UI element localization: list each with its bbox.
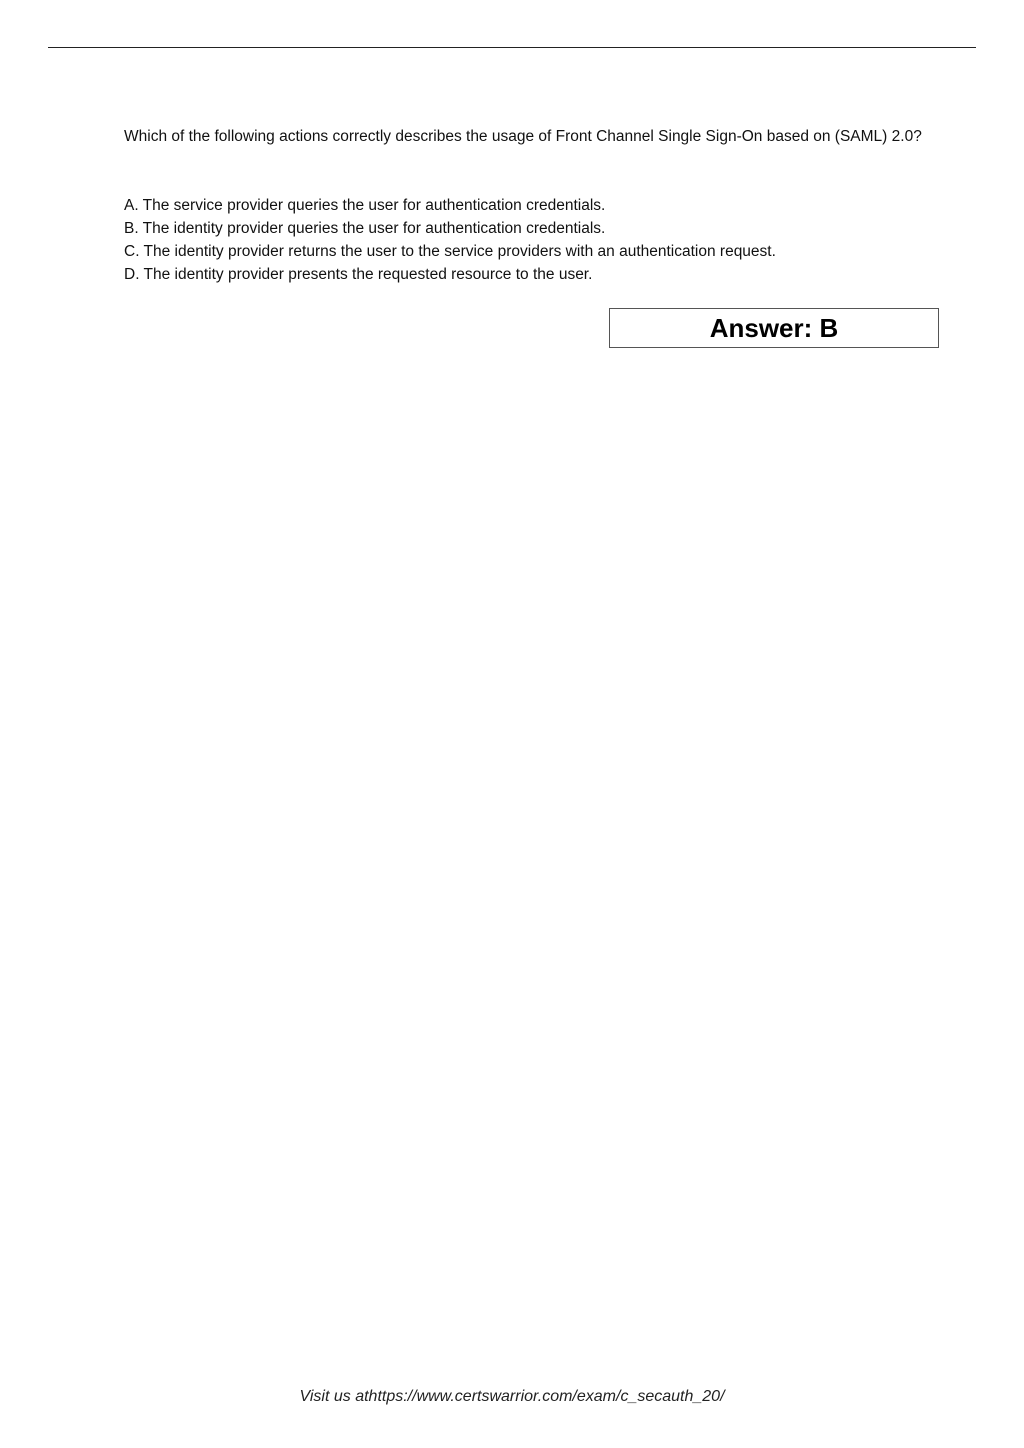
question-text: Which of the following actions correctly describes the usage of Front Channel Single Sign-On based on (SAML) 2.0?: [124, 128, 922, 145]
answer-options-list: [124, 194, 944, 286]
header-divider: [48, 47, 976, 48]
option-a: A. The service provider queries the user for authentication credentials.: [124, 197, 606, 214]
answer-label: Answer: B: [709, 312, 839, 343]
option-b: B. The identity provider queries the user for authentication credentials.: [124, 220, 606, 237]
option-d: D. The identity provider presents the requested resource to the user.: [124, 266, 593, 283]
footer-text: Visit us athttps://www.certswarrior.com/exam/c_secauth_20/: [299, 1388, 725, 1405]
answer-box: [609, 308, 939, 348]
option-c: C. The identity provider returns the user to the service providers with an authentication request.: [124, 243, 776, 260]
